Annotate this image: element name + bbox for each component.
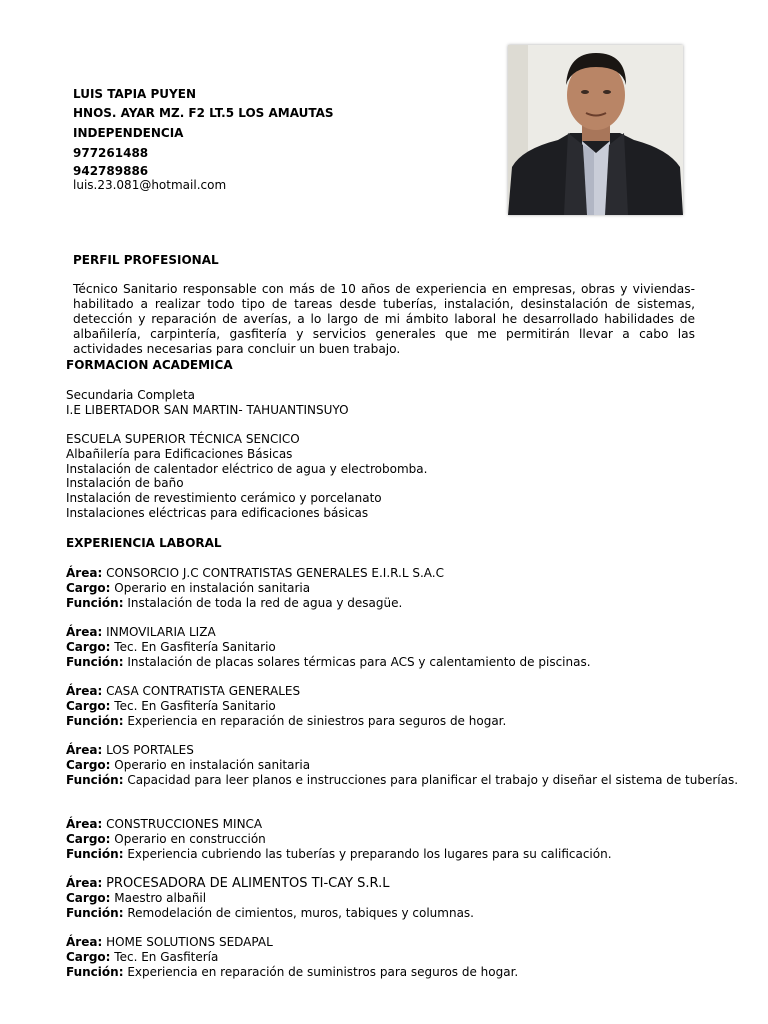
job-funcion-line (66, 655, 591, 670)
funcion-label: Función: (66, 714, 124, 728)
job-area-line (66, 935, 273, 950)
job-funcion-line (66, 847, 612, 862)
profile-summary: Técnico Sanitario responsable con más de 10 años de experiencia en empresas, obras y viviendas-habilitado a realizar todo tipo de tareas desde tuberías, instalación, desinstalación de sistemas, detección y reparación de averías, a lo largo de mi ámbito laboral he desarrollado habilidades de albañilería, carpintería, gasfitería y servicios generales que me permitirán llevar a cabo las actividades necesarias para concluir un buen trabajo. (73, 282, 695, 356)
job-area: LOS PORTALES (106, 743, 194, 757)
section-title-education: FORMACION ACADEMICA (66, 358, 233, 372)
job-cargo-line (66, 832, 266, 847)
job-funcion-line (66, 773, 738, 788)
profile-photo (508, 45, 683, 215)
job-funcion-line (66, 596, 402, 611)
job-area-line (66, 876, 390, 892)
address-line: HNOS. AYAR MZ. F2 LT.5 LOS AMAUTAS (73, 106, 334, 120)
job-area: INMOVILARIA LIZA (106, 625, 216, 639)
area-label: Área: (66, 935, 103, 949)
applicant-name: LUIS TAPIA PUYEN (73, 87, 196, 101)
district-line: INDEPENDENCIA (73, 126, 184, 140)
job-cargo: Maestro albañil (114, 891, 207, 905)
job-cargo-line (66, 581, 310, 596)
funcion-label: Función: (66, 906, 124, 920)
job-cargo: Operario en instalación sanitaria (114, 758, 311, 772)
education-line: Instalación de revestimiento cerámico y porcelanato (66, 491, 382, 505)
job-funcion: Experiencia cubriendo las tuberías y preparando los lugares para su calificación. (127, 847, 612, 861)
cargo-label: Cargo: (66, 581, 111, 595)
funcion-label: Función: (66, 773, 124, 787)
job-funcion: Instalación de placas solares térmicas para ACS y calentamiento de piscinas. (127, 655, 591, 669)
funcion-label: Función: (66, 965, 124, 979)
education-line: Secundaria Completa (66, 388, 196, 402)
job-funcion: Capacidad para leer planos e instrucciones para planificar el trabajo y diseñar el sistema de tuberías. (127, 773, 739, 787)
job-cargo: Operario en instalación sanitaria (114, 581, 311, 595)
section-title-profile: PERFIL PROFESIONAL (73, 253, 219, 267)
job-area: HOME SOLUTIONS SEDAPAL (106, 935, 273, 949)
job-area-line (66, 684, 300, 699)
education-line: ESCUELA SUPERIOR TÉCNICA SENCICO (66, 432, 300, 446)
education-line: I.E LIBERTADOR SAN MARTIN- TAHUANTINSUYO (66, 403, 349, 417)
funcion-label: Función: (66, 655, 124, 669)
job-cargo-line (66, 640, 276, 655)
cargo-label: Cargo: (66, 758, 111, 772)
phone-secondary: 942789886 (73, 164, 149, 178)
job-cargo: Tec. En Gasfitería Sanitario (114, 699, 276, 713)
job-cargo-line (66, 891, 206, 906)
job-cargo-line (66, 950, 218, 965)
job-funcion-line (66, 714, 506, 729)
cargo-label: Cargo: (66, 640, 111, 654)
area-label: Área: (66, 625, 103, 639)
area-label: Área: (66, 566, 103, 580)
cargo-label: Cargo: (66, 891, 111, 905)
job-funcion: Instalación de toda la red de agua y desagüe. (127, 596, 403, 610)
section-title-experience: EXPERIENCIA LABORAL (66, 536, 222, 550)
funcion-label: Función: (66, 847, 124, 861)
job-cargo: Tec. En Gasfitería Sanitario (114, 640, 276, 654)
job-funcion: Experiencia en reparación de siniestros para seguros de hogar. (127, 714, 507, 728)
job-funcion: Experiencia en reparación de suministros para seguros de hogar. (127, 965, 519, 979)
job-cargo: Operario en construcción (114, 832, 266, 846)
job-area-line (66, 566, 444, 581)
job-area: CONSTRUCCIONES MINCA (106, 817, 263, 831)
phone-primary: 977261488 (73, 146, 149, 160)
job-cargo-line (66, 699, 276, 714)
email-address: luis.23.081@hotmail.com (73, 178, 227, 192)
person-portrait-icon (508, 45, 683, 215)
job-area: PROCESADORA DE ALIMENTOS TI-CAY S.R.L (106, 876, 390, 891)
job-funcion: Remodelación de cimientos, muros, tabiques y columnas. (127, 906, 474, 920)
job-cargo-line (66, 758, 310, 773)
job-area-line (66, 743, 194, 758)
area-label: Área: (66, 743, 103, 757)
job-area: CASA CONTRATISTA GENERALES (106, 684, 301, 698)
education-line: Instalación de calentador eléctrico de agua y electrobomba. (66, 462, 428, 476)
job-funcion-line (66, 906, 474, 921)
education-line: Instalación de baño (66, 476, 184, 490)
job-cargo: Tec. En Gasfitería (114, 950, 219, 964)
area-label: Área: (66, 684, 103, 698)
cargo-label: Cargo: (66, 950, 111, 964)
cargo-label: Cargo: (66, 832, 111, 846)
job-funcion-line (66, 965, 518, 980)
education-line: Albañilería para Edificaciones Básicas (66, 447, 293, 461)
job-area-line (66, 625, 216, 640)
job-area-line (66, 817, 262, 832)
area-label: Área: (66, 876, 103, 890)
education-line: Instalaciones eléctricas para edificaciones básicas (66, 506, 369, 520)
area-label: Área: (66, 817, 103, 831)
funcion-label: Función: (66, 596, 124, 610)
cargo-label: Cargo: (66, 699, 111, 713)
job-area: CONSORCIO J.C CONTRATISTAS GENERALES E.I.R.L S.A.C (106, 566, 444, 580)
